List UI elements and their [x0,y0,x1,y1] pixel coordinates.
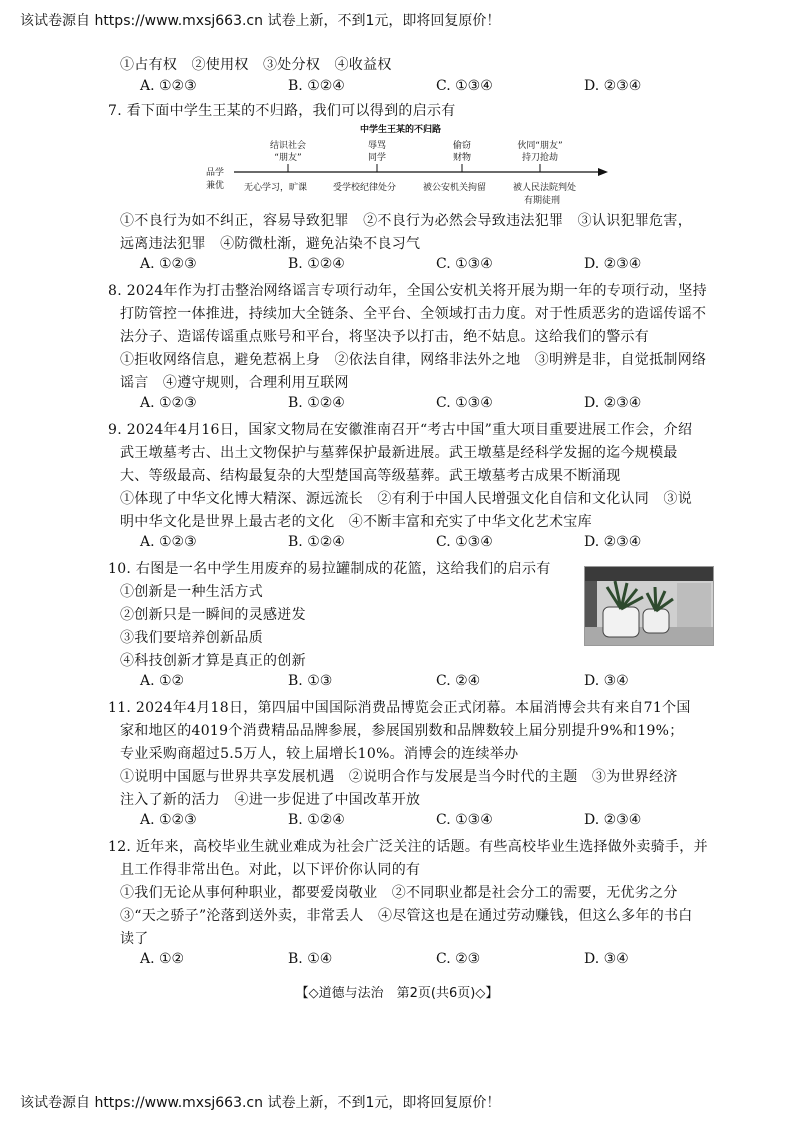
page-footer: 【◇道德与法治 第2页(共6页)◇】 [295,986,499,1001]
q12-option-c: C. ②③ [436,951,481,967]
q11-line-4: ①说明中国愿与世界共享发展机遇 ②说明合作与发展是当今时代的主题 ③为世界经济 [120,769,678,785]
q12-option-d: D. ③④ [584,951,629,967]
q10-option-d: D. ③④ [584,673,629,689]
timeline-stage-2: 受学校纪律处分 [333,183,397,193]
timeline-event-1-line-1: 结识社会 [269,141,306,151]
timeline-event-1-line-2: “朋友” [274,153,302,163]
timeline-stage-1: 无心学习，旷课 [244,183,308,193]
q12-line-2: 且工作得非常出色。对此，以下评价你认同的有 [120,862,421,878]
q12-line-1: 12. 近年来，高校毕业生就业难成为社会广泛关注的话题。有些高校毕业生选择做外卖骑手，并 [108,839,708,855]
q10-option-a: A. ①② [140,673,185,689]
q8-option-d: D. ②③④ [584,395,642,411]
q10-item-2: ②创新只是一瞬间的灵感迸发 [120,607,306,623]
timeline-event-3-line-2: 财物 [452,153,471,163]
q10-option-b: B. ①③ [288,673,333,689]
q7-options [140,256,650,274]
q8-option-c: C. ①③④ [436,395,493,411]
q10-option-c: C. ②④ [436,673,481,689]
q9-line-1: 9. 2024年4月16日，国家文物局在安徽淮南召开“考古中国”重大项目重要进展工作会，介绍 [108,422,693,438]
q7-option-b: B. ①②④ [288,256,345,272]
q11-option-a: A. ①②③ [140,812,197,828]
q6-option-d: D. ②③④ [584,78,642,94]
q12-line-3: ①我们无论从事何种职业，都要爱岗敬业 ②不同职业都是社会分工的需要，无优劣之分 [120,885,678,901]
timeline-start-label-1: 品学 [206,168,225,178]
q12-options [140,951,650,969]
q10-item-1: ①创新是一种生活方式 [120,584,263,600]
q8-line-5: 谣言 ④遵守规则，合理利用互联网 [120,375,349,391]
q8-option-a: A. ①②③ [140,395,197,411]
q9-line-5: 明中华文化是世界上最古老的文化 ④不断丰富和充实了中华文化艺术宝库 [120,514,592,530]
timeline-start-label-2: 兼优 [206,181,225,191]
q9-line-3: 大、等级最高、结构最复杂的大型楚国高等级墓葬。武王墩墓考古成果不断涌现 [120,468,621,484]
q7-option-c: C. ①③④ [436,256,493,272]
q8-line-4: ①拒收网络信息，避免惹祸上身 ②依法自律，网络非法外之地 ③明辨是非，自觉抵制网络 [120,352,707,368]
q10-item-3: ③我们要培养创新品质 [120,630,263,646]
q11-option-c: C. ①③④ [436,812,493,828]
q11-line-5: 注入了新的活力 ④进一步促进了中国改革开放 [120,792,421,808]
q11-option-b: B. ①②④ [288,812,345,828]
q6-option-a: A. ①②③ [140,78,197,94]
q7-choices-line-1: ①不良行为如不纠正，容易导致犯罪 ②不良行为必然会导致违法犯罪 ③认识犯罪危害， [120,213,692,229]
timeline-stage-3: 被公安机关拘留 [423,183,487,193]
q6-option-c: C. ①③④ [436,78,493,94]
q11-option-d: D. ②③④ [584,812,642,828]
q7-stem: 7. 看下面中学生王某的不归路，我们可以得到的启示有 [108,103,456,119]
q6-options [140,78,650,96]
source-banner-bottom: 该试卷源自 https://www.mxsj663.cn 试卷上新，不到1元，即将回复原价！ [20,1095,501,1111]
q8-options [140,395,650,413]
q7-option-d: D. ②③④ [584,256,642,272]
q11-options [140,812,650,830]
timeline-title: 中学生王某的不归路 [360,125,442,135]
timeline-event-4-line-2: 持刀抢劫 [521,153,558,163]
timeline-event-2-line-1: 辱骂 [367,141,386,151]
q7-option-a: A. ①②③ [140,256,197,272]
q10-item-4: ④科技创新才算是真正的创新 [120,653,306,669]
flower-basket-photo [584,566,714,646]
timeline-event-2-line-2: 同学 [367,153,386,163]
q6-option-b: B. ①②④ [288,78,345,94]
source-banner-top: 该试卷源自 https://www.mxsj663.cn 试卷上新，不到1元，即将回复原价！ [20,13,501,29]
q8-line-2: 打防管控一体推进，持续加大全链条、全平台、全领域打击力度。对于性质恶劣的造谣传谣不 [120,306,707,322]
q12-option-a: A. ①② [140,951,185,967]
q6-items: ①占有权 ②使用权 ③处分权 ④收益权 [120,57,392,73]
q7-choices-line-2: 远离违法犯罪 ④防微杜渐，避免沾染不良习气 [120,236,421,252]
q8-option-b: B. ①②④ [288,395,345,411]
q9-option-a: A. ①②③ [140,534,197,550]
q12-line-5: 读了 [120,931,149,947]
q10-stem: 10. 右图是一名中学生用废弃的易拉罐制成的花篮，这给我们的启示有 [108,561,551,577]
q9-option-b: B. ①②④ [288,534,345,550]
q11-line-3: 专业采购商超过5.5万人，较上届增长10%。消博会的连续举办 [120,746,519,762]
q9-line-2: 武王墩墓考古、出土文物保护与墓葬保护最新进展。武王墩墓是经科学发掘的迄今规模最 [120,445,678,461]
q9-option-c: C. ①③④ [436,534,493,550]
q9-line-4: ①体现了中华文化博大精深、源远流长 ②有利于中国人民增强文化自信和文化认同 ③说 [120,491,692,507]
timeline-stage-4: 被人民法院判处 [513,183,577,193]
q9-option-d: D. ②③④ [584,534,642,550]
q8-line-3: 法分子、造谣传谣重点账号和平台，将坚决予以打击，绝不姑息。这给我们的警示有 [120,329,650,345]
q9-options [140,534,650,552]
timeline-event-3-line-1: 偷窃 [452,141,471,151]
timeline-axis [232,160,612,180]
q10-options [140,673,650,691]
q12-line-4: ③“天之骄子”沦落到送外卖，非常丢人 ④尽管这也是在通过劳动赚钱，但这么多年的书白 [120,908,693,924]
timeline-event-4-line-1: 伙同“朋友” [517,141,563,151]
q11-line-1: 11. 2024年4月18日，第四届中国国际消费品博览会正式闭幕。本届消博会共有来自71个国 [108,700,691,716]
timeline-stage-4-cont: 有期徒刑 [524,196,561,206]
q11-line-2: 家和地区的4019个消费精品品牌参展，参展国别数和品牌数较上届分别提升9%和19%； [120,723,684,739]
q8-line-1: 8. 2024年作为打击整治网络谣言专项行动年，全国公安机关将开展为期一年的专项行动，坚持 [108,283,707,299]
q12-option-b: B. ①④ [288,951,333,967]
